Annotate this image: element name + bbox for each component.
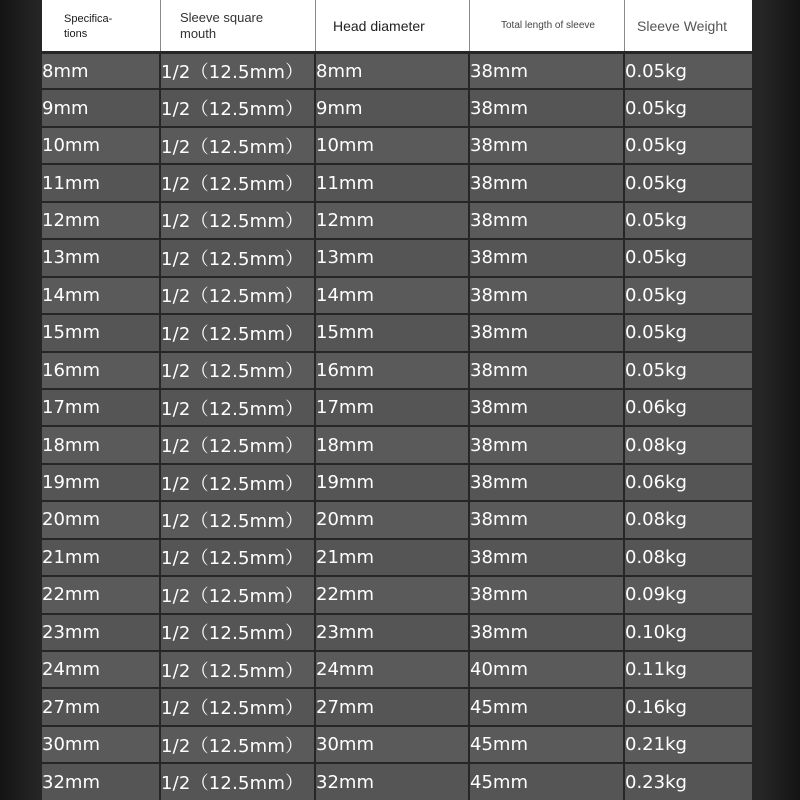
- cell-specification: 22mm: [42, 575, 161, 612]
- cell-total-length: 38mm: [470, 163, 625, 200]
- cell-sleeve-weight: 0.06kg: [625, 388, 752, 425]
- cell-sleeve-weight: 0.21kg: [625, 725, 752, 762]
- cell-sleeve-square-mouth: 1/2（12.5mm）: [161, 463, 316, 500]
- cell-head-diameter: 24mm: [316, 650, 470, 687]
- table-row: [42, 313, 752, 350]
- cell-total-length: 45mm: [470, 725, 625, 762]
- cell-head-diameter: 9mm: [316, 88, 470, 125]
- cell-head-diameter: 14mm: [316, 276, 470, 313]
- cell-sleeve-square-mouth: 1/2（12.5mm）: [161, 538, 316, 575]
- table-header: [42, 0, 752, 51]
- cell-specification: 19mm: [42, 463, 161, 500]
- table-row: [42, 463, 752, 500]
- cell-total-length: 38mm: [470, 126, 625, 163]
- header-sleeve-square-mouth-line-1: Sleeve square: [180, 9, 264, 25]
- cell-head-diameter: 12mm: [316, 201, 470, 238]
- cell-total-length: 38mm: [470, 463, 625, 500]
- cell-specification: 24mm: [42, 650, 161, 687]
- header-total-length: [470, 0, 625, 51]
- cell-specification: 15mm: [42, 313, 161, 350]
- cell-specification: 12mm: [42, 201, 161, 238]
- cell-sleeve-weight: 0.05kg: [625, 238, 752, 275]
- cell-specification: 21mm: [42, 538, 161, 575]
- cell-sleeve-square-mouth: 1/2（12.5mm）: [161, 575, 316, 612]
- cell-total-length: 38mm: [470, 276, 625, 313]
- cell-total-length: 45mm: [470, 687, 625, 724]
- cell-sleeve-square-mouth: 1/2（12.5mm）: [161, 613, 316, 650]
- cell-head-diameter: 15mm: [316, 313, 470, 350]
- cell-specification: 17mm: [42, 388, 161, 425]
- cell-sleeve-square-mouth: 1/2（12.5mm）: [161, 388, 316, 425]
- cell-total-length: 38mm: [470, 238, 625, 275]
- cell-specification: 32mm: [42, 762, 161, 799]
- cell-sleeve-weight: 0.08kg: [625, 425, 752, 462]
- header-head-diameter-label: Head diameter: [333, 17, 425, 34]
- cell-total-length: 38mm: [470, 425, 625, 462]
- cell-total-length: 38mm: [470, 51, 625, 88]
- cell-sleeve-weight: 0.16kg: [625, 687, 752, 724]
- cell-specification: 30mm: [42, 725, 161, 762]
- cell-total-length: 38mm: [470, 613, 625, 650]
- table-row: [42, 613, 752, 650]
- header-specifications: [42, 0, 161, 51]
- cell-sleeve-square-mouth: 1/2（12.5mm）: [161, 126, 316, 163]
- table-row: [42, 388, 752, 425]
- header-sleeve-square-mouth-line-2: mouth: [180, 25, 217, 41]
- header-sleeve-weight: [625, 0, 752, 51]
- cell-sleeve-square-mouth: 1/2（12.5mm）: [161, 687, 316, 724]
- cell-total-length: 45mm: [470, 762, 625, 799]
- header-sleeve-weight-label: Sleeve Weight: [637, 17, 728, 34]
- table-row: [42, 51, 752, 88]
- cell-sleeve-weight: 0.23kg: [625, 762, 752, 799]
- header-row: [42, 0, 752, 51]
- table-row: [42, 425, 752, 462]
- cell-head-diameter: 20mm: [316, 500, 470, 537]
- cell-specification: 23mm: [42, 613, 161, 650]
- header-specifications-line-2: tions: [64, 27, 88, 40]
- cell-sleeve-square-mouth: 1/2（12.5mm）: [161, 163, 316, 200]
- cell-head-diameter: 27mm: [316, 687, 470, 724]
- table-row: [42, 650, 752, 687]
- cell-sleeve-weight: 0.08kg: [625, 500, 752, 537]
- table-body: [42, 51, 752, 800]
- cell-total-length: 38mm: [470, 500, 625, 537]
- cell-total-length: 38mm: [470, 575, 625, 612]
- table-row: [42, 500, 752, 537]
- header-total-length-label: Total length of sleeve: [501, 20, 595, 31]
- cell-sleeve-square-mouth: 1/2（12.5mm）: [161, 201, 316, 238]
- cell-total-length: 38mm: [470, 351, 625, 388]
- cell-specification: 13mm: [42, 238, 161, 275]
- cell-specification: 27mm: [42, 687, 161, 724]
- cell-specification: 16mm: [42, 351, 161, 388]
- cell-specification: 14mm: [42, 276, 161, 313]
- cell-head-diameter: 30mm: [316, 725, 470, 762]
- cell-head-diameter: 11mm: [316, 163, 470, 200]
- header-sleeve-square-mouth: [161, 0, 316, 51]
- cell-head-diameter: 19mm: [316, 463, 470, 500]
- table-row: [42, 575, 752, 612]
- table-row: [42, 276, 752, 313]
- cell-sleeve-square-mouth: 1/2（12.5mm）: [161, 51, 316, 88]
- cell-sleeve-weight: 0.05kg: [625, 51, 752, 88]
- cell-total-length: 38mm: [470, 313, 625, 350]
- cell-specification: 11mm: [42, 163, 161, 200]
- cell-specification: 9mm: [42, 88, 161, 125]
- cell-total-length: 38mm: [470, 388, 625, 425]
- cell-specification: 8mm: [42, 51, 161, 88]
- cell-head-diameter: 10mm: [316, 126, 470, 163]
- cell-sleeve-square-mouth: 1/2（12.5mm）: [161, 238, 316, 275]
- cell-sleeve-square-mouth: 1/2（12.5mm）: [161, 276, 316, 313]
- table-row: [42, 762, 752, 799]
- cell-sleeve-weight: 0.11kg: [625, 650, 752, 687]
- cell-total-length: 40mm: [470, 650, 625, 687]
- cell-sleeve-square-mouth: 1/2（12.5mm）: [161, 425, 316, 462]
- cell-specification: 20mm: [42, 500, 161, 537]
- cell-head-diameter: 17mm: [316, 388, 470, 425]
- cell-head-diameter: 13mm: [316, 238, 470, 275]
- cell-sleeve-weight: 0.05kg: [625, 201, 752, 238]
- cell-sleeve-weight: 0.10kg: [625, 613, 752, 650]
- cell-sleeve-square-mouth: 1/2（12.5mm）: [161, 88, 316, 125]
- table-row: [42, 687, 752, 724]
- cell-sleeve-weight: 0.05kg: [625, 126, 752, 163]
- cell-specification: 18mm: [42, 425, 161, 462]
- table-row: [42, 201, 752, 238]
- cell-head-diameter: 18mm: [316, 425, 470, 462]
- cell-sleeve-square-mouth: 1/2（12.5mm）: [161, 762, 316, 799]
- cell-sleeve-weight: 0.05kg: [625, 276, 752, 313]
- table-row: [42, 351, 752, 388]
- cell-head-diameter: 8mm: [316, 51, 470, 88]
- cell-sleeve-square-mouth: 1/2（12.5mm）: [161, 351, 316, 388]
- cell-sleeve-square-mouth: 1/2（12.5mm）: [161, 650, 316, 687]
- cell-sleeve-weight: 0.05kg: [625, 88, 752, 125]
- header-specifications-line-1: Specifica-: [64, 12, 113, 25]
- table-row: [42, 163, 752, 200]
- sleeve-spec-table: [42, 0, 752, 800]
- cell-sleeve-weight: 0.05kg: [625, 313, 752, 350]
- cell-sleeve-square-mouth: 1/2（12.5mm）: [161, 313, 316, 350]
- cell-head-diameter: 22mm: [316, 575, 470, 612]
- table-row: [42, 126, 752, 163]
- header-head-diameter: [316, 0, 470, 51]
- cell-sleeve-weight: 0.08kg: [625, 538, 752, 575]
- cell-total-length: 38mm: [470, 201, 625, 238]
- cell-head-diameter: 21mm: [316, 538, 470, 575]
- cell-total-length: 38mm: [470, 538, 625, 575]
- cell-sleeve-square-mouth: 1/2（12.5mm）: [161, 500, 316, 537]
- cell-sleeve-square-mouth: 1/2（12.5mm）: [161, 725, 316, 762]
- table-row: [42, 725, 752, 762]
- cell-sleeve-weight: 0.09kg: [625, 575, 752, 612]
- cell-head-diameter: 16mm: [316, 351, 470, 388]
- cell-sleeve-weight: 0.06kg: [625, 463, 752, 500]
- table-row: [42, 88, 752, 125]
- cell-sleeve-weight: 0.05kg: [625, 163, 752, 200]
- table-row: [42, 238, 752, 275]
- cell-sleeve-weight: 0.05kg: [625, 351, 752, 388]
- cell-head-diameter: 23mm: [316, 613, 470, 650]
- cell-total-length: 38mm: [470, 88, 625, 125]
- table-row: [42, 538, 752, 575]
- cell-specification: 10mm: [42, 126, 161, 163]
- cell-head-diameter: 32mm: [316, 762, 470, 799]
